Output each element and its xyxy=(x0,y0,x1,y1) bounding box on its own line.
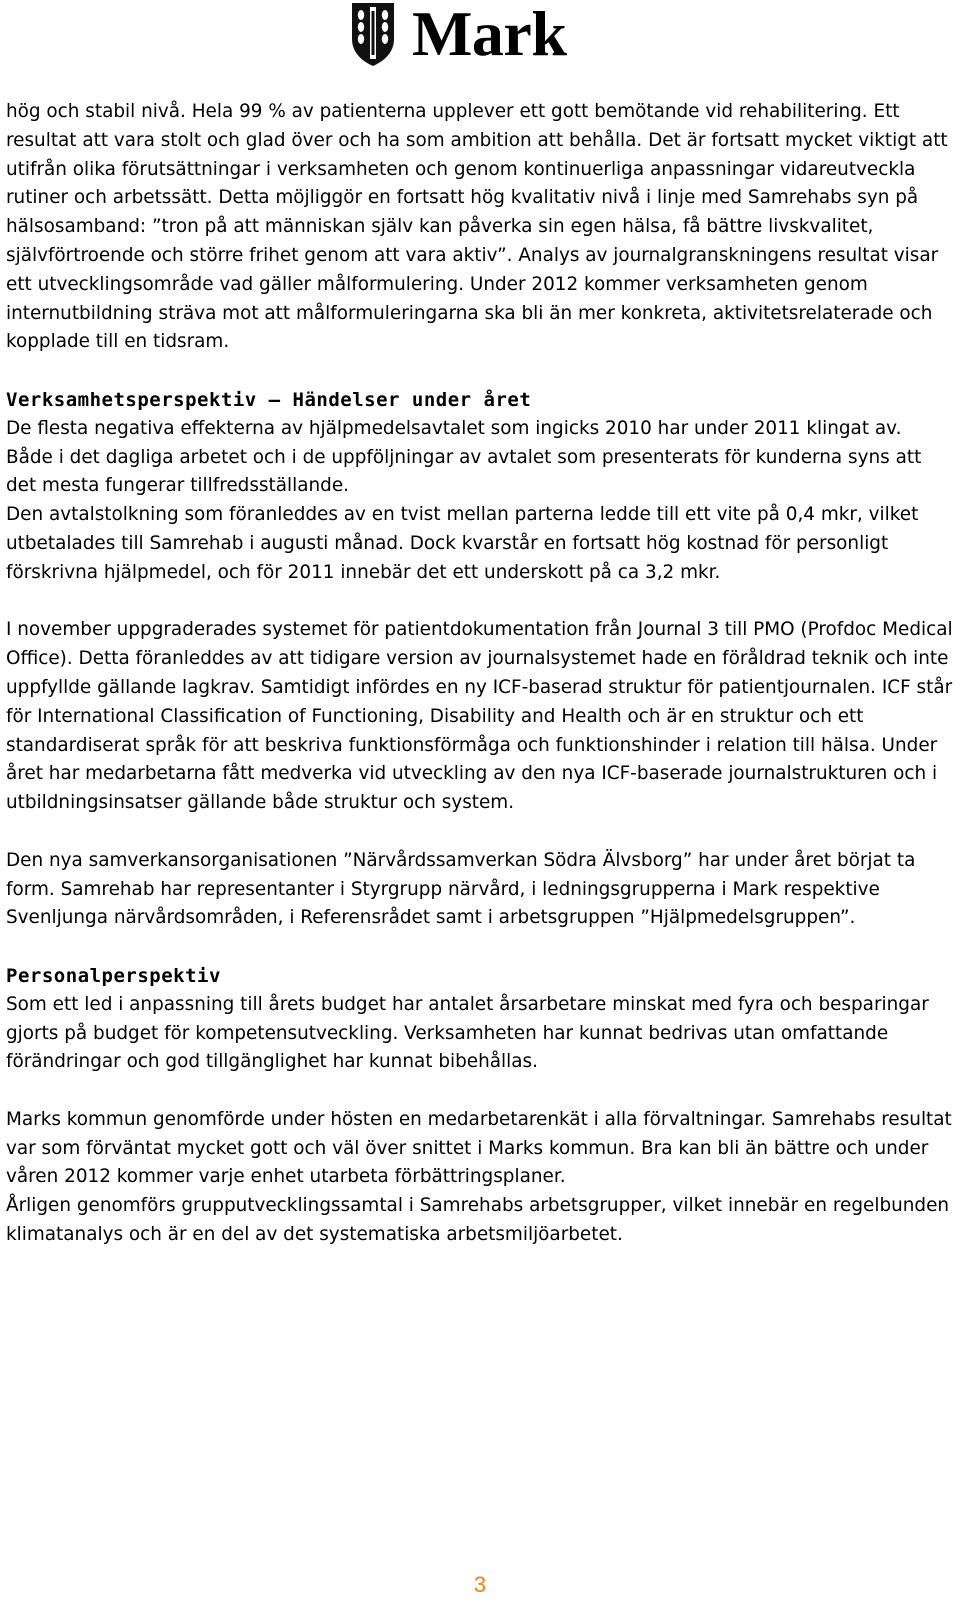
heading-personalperspektiv: Personalperspektiv xyxy=(6,964,221,987)
paragraph-narvardssamverkan: Den nya samverkansorganisationen ”Närvårdssamverkan Södra Älvsborg” har under året börjat ta form. Samrehab har representanter i Styrgrupp närvård, i ledningsgrupperna i Mark respektive Svenljunga närvårdsområden, i Referensrådet samt i arbetsgruppen ”Hjälpmedelsgruppen”. xyxy=(6,849,916,929)
municipal-coat-of-arms-icon xyxy=(350,1,396,67)
paragraph-budget-personal: Som ett led i anpassning till årets budget har antalet årsarbetare minskat med fyra och besparingar gjorts på budget för kompetensutveckling. Verksamheten har kunnat bedrivas utan omfattande förändringar och god tillgänglighet har kunnat bibehållas. xyxy=(6,993,929,1073)
header-logo xyxy=(350,0,566,68)
paragraph-hjalpmedelsavtal: De flesta negativa effekterna av hjälpmedelsavtalet som ingicks 2010 har under 2011 klingat av. Både i det dagliga arbetet och i de uppföljningar av avtalet som presenterats för kunderna syns att det mesta fungerar tillfredsställande. xyxy=(6,417,922,497)
paragraph-medarbetarenkat: Marks kommun genomförde under hösten en medarbetarenkät i alla förvaltningar. Samrehabs resultat var som förväntat mycket gott och väl över snittet i Marks kommun. Bra kan bli än bättre och under våren 2012 kommer varje enhet utarbeta förbättringsplaner. xyxy=(6,1108,952,1188)
paragraph-grupputveckling: Årligen genomförs grupputvecklingssamtal i Samrehabs arbetsgrupper, vilket innebär en regelbunden klimatanalys och är en del av det systematiska arbetsmiljöarbetet. xyxy=(6,1195,950,1246)
paragraph-journalsystem: I november uppgraderades systemet för patientdokumentation från Journal 3 till PMO (Profdoc Medical Office). Detta föranleddes av att tidigare version av journalsystemet hade en föråldrad teknik och inte uppfyllde gällande lagkrav. Samtidigt infördes en ny ICF-baserad struktur för patientjournalen. ICF står för International Classification of Functioning, Disability and Health och är en struktur och ett standardiserat språk för att beskriva funktionsförmåga och funktionshinder i relation till hälsa. Under året har medarbetarna fått medverka vid utveckling av den nya ICF-baserade journalstrukturen och i utbildningsinsatser gällande både struktur och system. xyxy=(6,619,953,814)
document-body xyxy=(6,98,954,1250)
heading-verksamhetsperspektiv: Verksamhetsperspektiv – Händelser under året xyxy=(6,388,532,411)
paragraph-quality: hög och stabil nivå. Hela 99 % av patienterna upplever ett gott bemötande vid rehabilitering. Ett resultat att vara stolt och glad över och ha som ambition att behålla. Det är fortsatt mycket viktigt att utifrån olika förutsättningar i verksamheten och genom kontinuerliga anpassningar vidareutveckla rutiner och arbetssätt. Detta möjliggör en fortsatt hög kvalitativ nivå i linje med Samrehabs syn på hälsosamband: ”tron på att människan själv kan påverka sin egen hälsa, få bättre livskvalitet, självförtroende och större frihet genom att vara aktiv”. Analys av journalgranskningens resultat visar ett utvecklingsområde vad gäller målformulering. Under 2012 kommer verksamheten genom internutbildning sträva mot att målformuleringarna ska bli än mer konkreta, aktivitetsrelaterade och kopplade till en tidsram. xyxy=(6,101,948,353)
page-number: 3 xyxy=(473,1572,487,1597)
paragraph-avtalstolkning: Den avtalstolkning som föranleddes av en tvist mellan parterna ledde till ett vite på 0,4 mkr, vilket utbetalades till Samrehab i augusti månad. Dock kvarstår en fortsatt hög kostnad för personligt förskrivna hjälpmedel, och för 2011 innebär det ett underskott på ca 3,2 mkr. xyxy=(6,504,919,583)
logo-text: Mark xyxy=(412,0,567,69)
